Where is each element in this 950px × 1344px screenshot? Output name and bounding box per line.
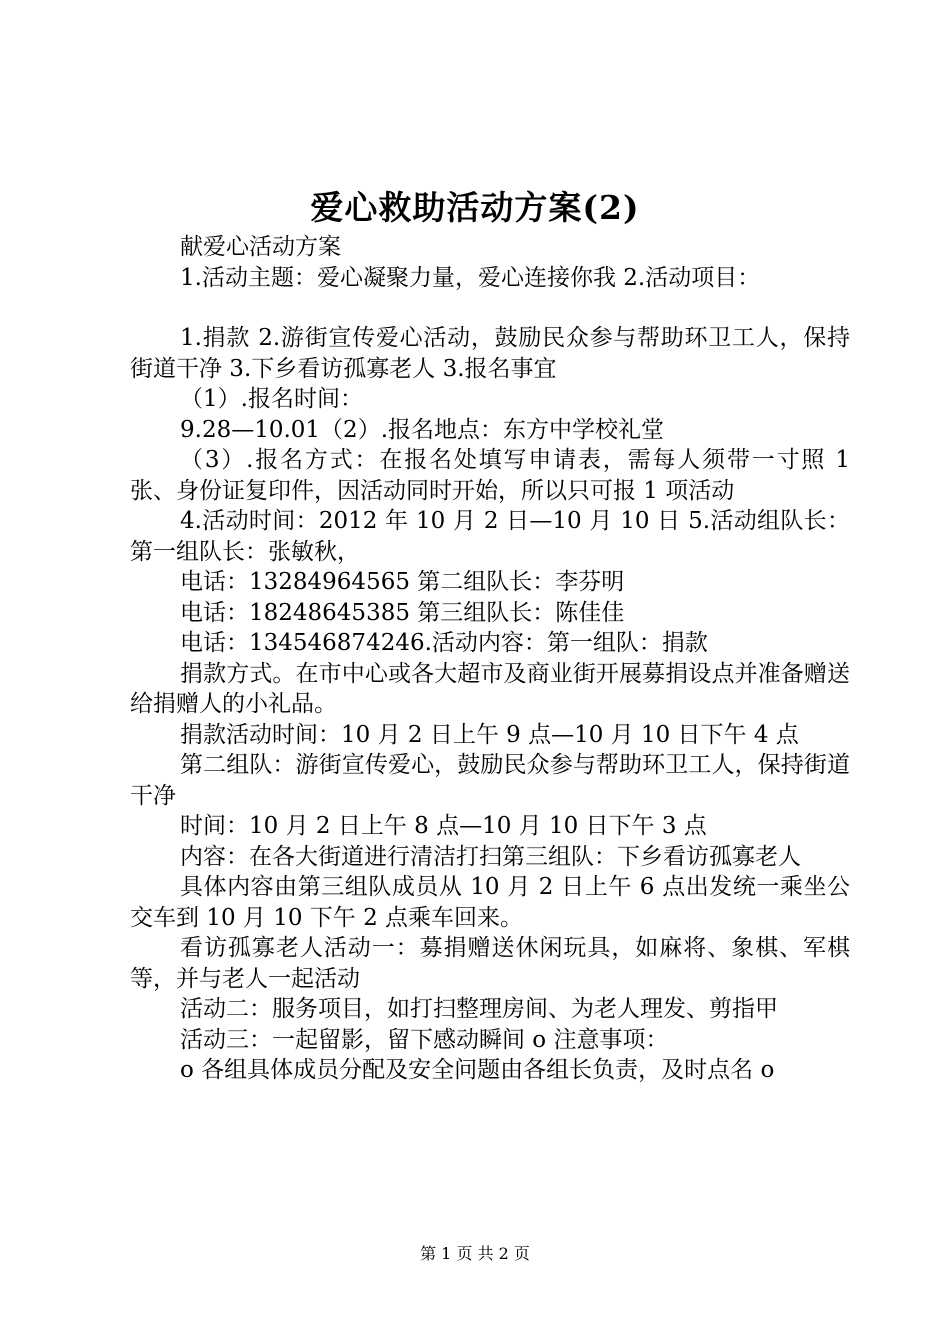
paragraph: 捐款活动时间：10 月 2 日上午 9 点—10 月 10 日下午 4 点	[180, 721, 799, 748]
paragraph: 活动二：服务项目，如打扫整理房间、为老人理发、剪指甲	[180, 996, 778, 1022]
paragraph: 4.活动时间：2012 年 10 月 2 日—10 月 10 日 5.活动组队长：第一组队长：张敏秋，	[130, 508, 850, 565]
paragraph: 第二组队：游街宣传爱心，鼓励民众参与帮助环卫工人，保持街道干净	[130, 752, 850, 809]
paragraph: 具体内容由第三组队成员从 10 月 2 日上午 6 点出发统一乘坐公交车到 10 月 10 下午 2 点乘车回来。	[130, 874, 850, 931]
paragraph: 电话：18248645385 第三组队长：陈佳佳	[180, 599, 625, 626]
paragraph: 看访孤寡老人活动一：募捐赠送休闲玩具，如麻将、象棋、军棋等，并与老人一起活动	[130, 935, 850, 992]
paragraph: 捐款方式。在市中心或各大超市及商业街开展募捐设点并准备赠送给捐赠人的小礼品。	[130, 660, 850, 717]
paragraph: 电话：134546874246.活动内容：第一组队：捐款	[180, 630, 708, 656]
paragraph: 内容：在各大街道进行清洁打扫第三组队：下乡看访孤寡老人	[180, 843, 801, 870]
document-title: 爱心救助活动方案(2)	[310, 188, 640, 227]
paragraph: 电话：13284964565 第二组队长：李芬明	[180, 569, 625, 595]
paragraph: 9.28—10.01（2）.报名地点：东方中学校礼堂	[180, 416, 664, 443]
paragraph: （1）.报名时间：	[180, 386, 363, 412]
paragraph: 活动三：一起留影，留下感动瞬间 o 注意事项：	[180, 1026, 669, 1053]
paragraph: o 各组具体成员分配及安全问题由各组长负责，及时点名 o	[180, 1057, 775, 1083]
document-body	[130, 232, 850, 1086]
paragraph: 1.捐款 2.游街宣传爱心活动，鼓励民众参与帮助环卫工人，保持街道干净 3.下乡看访孤寡老人 3.报名事宜	[130, 325, 850, 382]
paragraph: 时间：10 月 2 日上午 8 点—10 月 10 日下午 3 点	[180, 813, 707, 839]
paragraph: （3）.报名方式：在报名处填写申请表，需每人须带一寸照 1 张、身份证复印件，因活动同时开始，所以只可报 1 项活动	[130, 447, 850, 504]
paragraph: 献爱心活动方案	[180, 234, 341, 260]
paragraph: 1.活动主题：爱心凝聚力量，爱心连接你我 2.活动项目：	[180, 264, 761, 291]
page-footer: 第 1 页 共 2 页	[420, 1244, 530, 1263]
